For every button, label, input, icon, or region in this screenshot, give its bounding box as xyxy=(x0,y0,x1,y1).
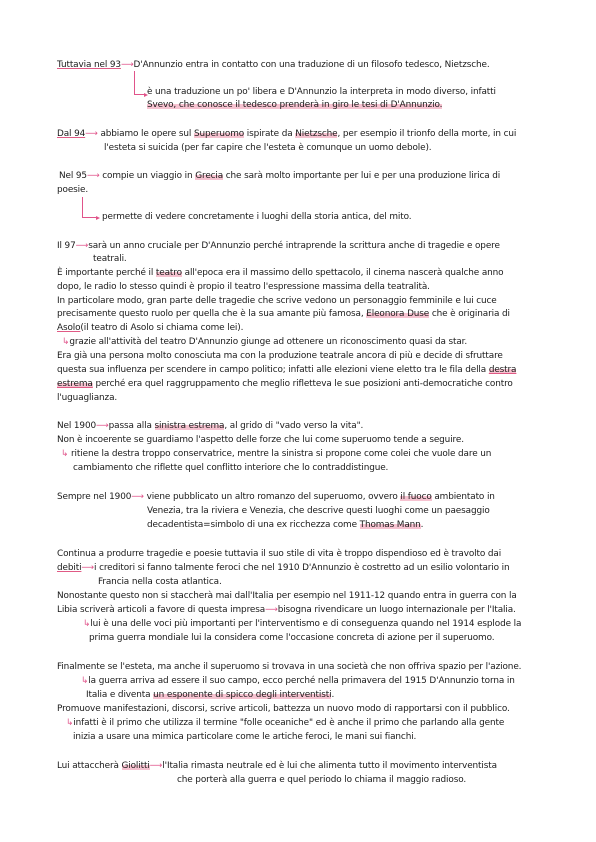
highlight-thomas-mann: Thomas Mann xyxy=(359,520,421,530)
hook-arrow-icon xyxy=(82,197,97,218)
block-1-line-1: Tuttavia nel 93⟶D'Annunzio entra in contatto con una traduzione di un filosofo tedesco, Nietzsche. xyxy=(57,60,490,70)
block-7-line-4: Nonostante questo non si staccherà mai dall'Italia per esempio nel 1911-12 quando entra in guerra con la xyxy=(57,591,517,601)
block-6-line-3: decadentista=simbolo di una ex ricchezza come Thomas Mann. xyxy=(147,520,424,530)
block-5-line-1: Nel 1900⟶passa alla sinistra estrema, al grido di "vado verso la vita". xyxy=(57,421,364,431)
underline-asolo: Asolo xyxy=(57,323,81,333)
date-95: Nel 95 xyxy=(59,171,87,181)
block-1-line-3 xyxy=(147,99,442,111)
highlight-giolitti: Giolitti xyxy=(121,761,150,771)
corner-arrow-icon: ↳ xyxy=(61,449,69,459)
block-2-line-2: l'esteta si suicida (per far capire che l'esteta è comunque un uomo debole). xyxy=(104,143,432,153)
hook-arrow-icon xyxy=(134,71,145,95)
block-4-line-6: precisamente questo ruolo per quella che è la sua amante più famosa, Eleonora Duse che è originaria di xyxy=(57,309,510,319)
arrow-icon: ⟶ xyxy=(131,492,144,502)
block-6-line-1: Sempre nel 1900⟶ viene pubblicato un altro romanzo del superuomo, ovvero il fuoco ambientato in xyxy=(57,492,495,502)
arrow-icon: ⟶ xyxy=(85,129,98,139)
date-93: Tuttavia nel 93 xyxy=(57,60,121,70)
corner-arrow-icon: ↳ xyxy=(81,676,89,686)
date-97: Il 97 xyxy=(57,241,76,251)
highlight-superuomo: Superuomo xyxy=(193,129,245,139)
block-5-line-3: ↳ ritiene la destra troppo conservatrice, mentre la sinistra si propone come colei che vuole dare un xyxy=(61,449,492,459)
arrow-icon: ⟶ xyxy=(81,563,95,573)
block-9-line-1: Lui attaccherà Giolitti⟶l'Italia rimasta neutrale ed è lui che alimenta tutto il movimento interventista xyxy=(57,761,497,771)
arrow-icon: ⟶ xyxy=(120,60,134,70)
block-4-line-10: questa sua influenza per scendere in campo politico; infatti alle elezioni viene eletto tra le fila della destra xyxy=(57,365,517,375)
highlight-teatro: teatro xyxy=(155,268,182,278)
highlight-destra: destra xyxy=(488,365,517,375)
block-7-line-1: Continua a produrre tragedie e poesie tuttavia il suo stile di vita è troppo dispendioso ed è travolto dai xyxy=(57,549,502,559)
date-94: Dal 94 xyxy=(57,129,86,139)
block-4-line-12: l'uguaglianza. xyxy=(57,393,118,403)
block-3-line-3: permette di vedere concretamente i luoghi della storia antica, del mito. xyxy=(102,212,412,222)
highlight-nietzsche: Nietzsche xyxy=(295,129,338,139)
block-7-line-5: Libia scriverà articoli a favore di questa impresa⟶bisogna rivendicare un luogo internazionale per l'Italia. xyxy=(57,605,516,615)
highlight-sinistra-estrema: sinistra estrema xyxy=(154,421,225,431)
block-2-line-1: Dal 94⟶ abbiamo le opere sul Superuomo ispirate da Nietzsche, per esempio il trionfo della morte, in cui xyxy=(57,129,517,139)
block-8-line-5: ↳infatti è il primo che utilizza il termine "folle oceaniche" ed è anche il primo che parlando alla gente xyxy=(66,718,505,728)
block-8-line-3: Italia e diventa un esponente di spicco degli interventisti. xyxy=(86,690,335,700)
arrow-icon: ⟶ xyxy=(265,605,278,615)
block-4-line-7: Asolo(il teatro di Asolo si chiama come lei). xyxy=(57,323,244,333)
corner-arrow-icon: ↳ xyxy=(62,337,70,347)
highlight-svevo: Svevo, che conosce il tedesco prenderà in giro le tesi di D'Annunzio. xyxy=(147,100,443,110)
block-5-line-4: cambiamento che riflette quel conflitto interiore che lo contraddistingue. xyxy=(73,463,389,473)
highlight-grecia: Grecia xyxy=(195,171,224,181)
block-4-line-2: teatrali. xyxy=(93,254,127,264)
block-4-line-4: dopo, le radio lo stesso quindi è propio il teatro l'espressione massima della teatralità. xyxy=(57,282,430,292)
highlight-eleonora-duse: Eleonora Duse xyxy=(366,309,430,319)
block-4-line-3: È importante perché il teatro all'epoca era il massimo dello spettacolo, il cinema nascerà qualche anno xyxy=(57,268,504,278)
corner-arrow-icon: ↳ xyxy=(83,619,91,629)
underline-debiti: debiti xyxy=(57,563,82,573)
corner-arrow-icon: ↳ xyxy=(66,718,74,728)
block-7-line-7: prima guerra mondiale lui la considera come l'occasione concreta di azione per il superuomo. xyxy=(89,633,495,643)
block-3-line-1: Nel 95⟶ compie un viaggio in Grecia che sarà molto importante per lui e per una produzione lirica di xyxy=(59,171,501,181)
block-7-line-3: Francia nella costa atlantica. xyxy=(98,577,222,587)
highlight-estrema: estrema xyxy=(57,379,93,389)
block-8-line-4: Promuove manifestazioni, discorsi, scrive articoli, battezza un nuovo modo di rapportarsi con il pubblico. xyxy=(57,704,510,714)
arrow-icon: ⟶ xyxy=(86,171,100,181)
highlight-il-fuoco: il fuoco xyxy=(400,492,432,502)
date-1900: Nel 1900 xyxy=(57,421,97,431)
highlight-interventisti: un esponente di spicco degli interventisti xyxy=(153,690,332,700)
block-4-line-1: Il 97⟶sarà un anno cruciale per D'Annunzio perché intraprende la scrittura anche di tragedie e opere xyxy=(57,241,500,251)
block-7-line-2: debiti⟶i creditori si fanno talmente feroci che nel 1910 D'Annunzio è costretto ad un esilio volontario in xyxy=(57,563,510,573)
block-8-line-2: ↳la guerra arriva ad essere il suo campo, ecco perché nella primavera del 1915 D'Annunzio torna in xyxy=(81,676,515,686)
block-8-line-6: inizia a usare una mimica particolare come le artiche feroci, le mani sui fianchi. xyxy=(73,732,417,742)
block-7-line-6: ↳lui è una delle voci più importanti per l'interventismo e di conseguenza quando nel 1914 esplode la xyxy=(83,619,522,629)
block-3-line-2: poesie. xyxy=(57,185,89,195)
block-4-line-11: estrema perché era quel raggruppamento che meglio rifletteva le sue posizioni anti-democratiche contro xyxy=(57,379,513,389)
arrow-icon: ⟶ xyxy=(149,761,163,771)
block-4-line-5: In particolare modo, gran parte delle tragedie che scrive vedono un personaggio femminile e lui cuce xyxy=(57,296,497,306)
date-1900-b: Sempre nel 1900 xyxy=(57,492,132,502)
block-9-line-2: che porterà alla guerra e quel periodo lo chiama il maggio radioso. xyxy=(177,775,467,785)
block-5-line-2: Non è incoerente se guardiamo l'aspetto delle forze che lui come superuomo tende a seguire. xyxy=(57,435,464,445)
block-4-line-9: Era già una persona molto conosciuta ma con la produzione teatrale ancora di più e decide di sfruttare xyxy=(57,351,503,361)
block-1-line-2: è una traduzione un po' libera e D'Annunzio la interpreta in modo diverso, infatti xyxy=(147,87,496,97)
block-4-line-8: ↳grazie all'attività del teatro D'Annunzio giunge ad ottenere un riconoscimento quasi da star. xyxy=(62,337,468,347)
block-8-line-1: Finalmente se l'esteta, ma anche il superuomo si trovava in una società che non offriva spazio per l'azione. xyxy=(57,662,522,672)
arrow-icon: ⟶ xyxy=(96,421,109,431)
arrow-icon: ⟶ xyxy=(75,241,89,251)
block-6-line-2: Venezia, tra la riviera e Venezia, che descrive questi luoghi come un paesaggio xyxy=(147,506,490,516)
